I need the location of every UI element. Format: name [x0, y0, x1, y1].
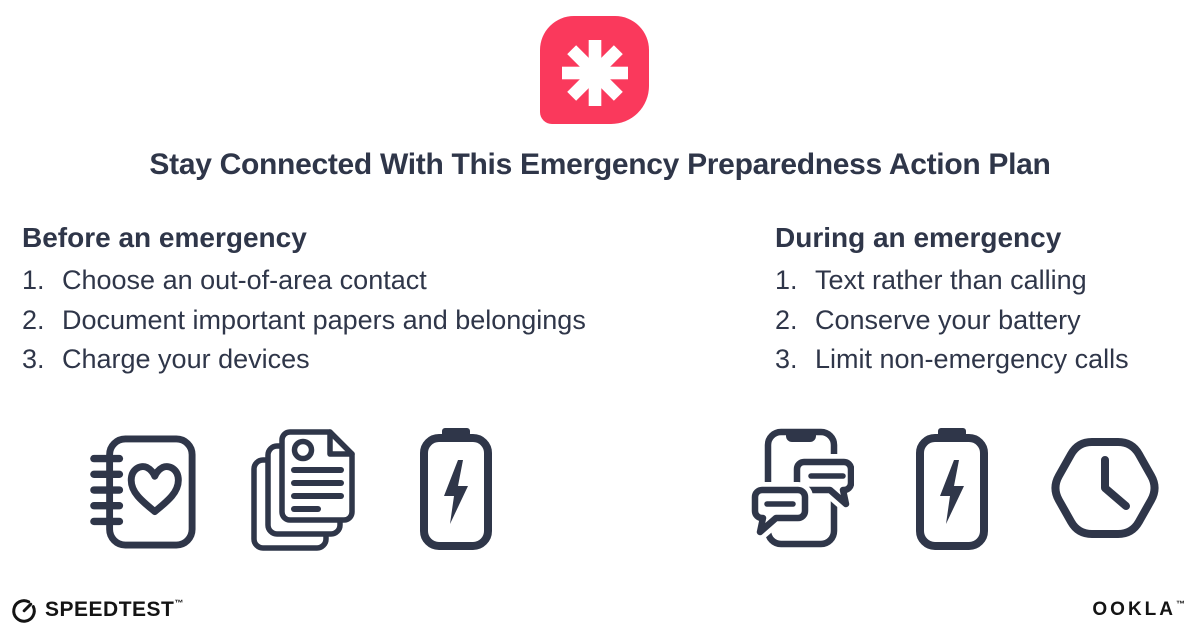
section-heading-before: Before an emergency: [22, 222, 307, 253]
list-number: 3.: [22, 344, 45, 374]
ookla-logo: [1092, 599, 1188, 621]
list-text: Choose an out-of-area contact: [62, 265, 427, 295]
list-item: [775, 301, 1195, 341]
asterisk-icon: [562, 40, 628, 106]
list-item: [22, 340, 737, 380]
trademark-mark: ™: [1176, 599, 1188, 609]
battery-charge-icon: [416, 424, 496, 552]
trademark-mark: ™: [174, 598, 184, 608]
contacts-notebook-heart-icon: [88, 430, 198, 552]
list-item: [22, 261, 737, 301]
list-number: 1.: [775, 265, 798, 295]
list-number: 1.: [22, 265, 45, 295]
clock-hexagon-icon: [1046, 432, 1164, 544]
before-emergency-section: [22, 221, 737, 380]
speedtest-wordmark: SPEEDTEST™: [45, 598, 184, 621]
list-text: Charge your devices: [62, 344, 310, 374]
list-text: Conserve your battery: [815, 304, 1081, 335]
documents-stack-icon: [246, 422, 356, 554]
list-number: 3.: [775, 344, 798, 374]
asterisk-badge: [540, 16, 649, 124]
list-number: 2.: [775, 304, 798, 335]
list-text: Limit non-emergency calls: [815, 344, 1129, 374]
list-number: 2.: [22, 304, 45, 335]
list-item: [775, 261, 1195, 301]
ookla-wordmark: OOKLA: [1092, 599, 1176, 620]
speedtest-gauge-icon: [10, 596, 38, 624]
battery-charge-icon: [912, 424, 992, 552]
list-item: [775, 340, 1195, 380]
before-emergency-list: [22, 261, 737, 380]
list-text: Document important papers and belongings: [62, 304, 586, 335]
speedtest-logo: [10, 596, 184, 624]
page-title: Stay Connected With This Emergency Preparedness Action Plan: [149, 148, 1051, 181]
during-emergency-list: [775, 261, 1195, 380]
list-item: [22, 301, 737, 341]
section-heading-during: During an emergency: [775, 222, 1062, 253]
list-text: Text rather than calling: [815, 265, 1087, 295]
phone-messages-icon: [748, 428, 854, 548]
during-emergency-section: [775, 221, 1195, 380]
